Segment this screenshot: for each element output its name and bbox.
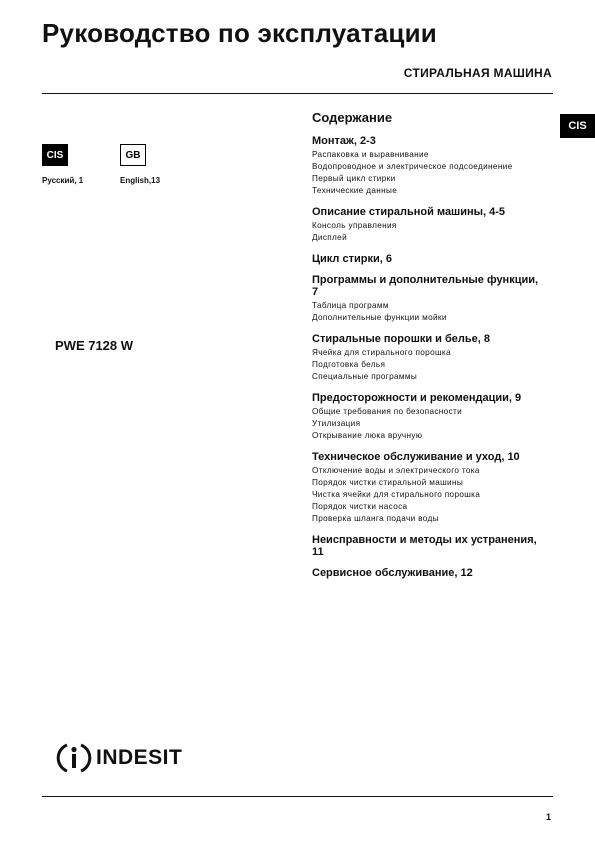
toc-section-title[interactable]: Стиральные порошки и белье, 8	[312, 333, 491, 345]
toc-item[interactable]: Таблица программ	[312, 301, 389, 310]
toc-section	[312, 253, 557, 265]
toc-section	[312, 135, 557, 197]
table-of-contents	[312, 110, 557, 588]
toc-item[interactable]: Первый цикл стирки	[312, 174, 396, 183]
toc-section-title[interactable]: Предосторожности и рекомендации, 9	[312, 392, 522, 404]
toc-item[interactable]: Водопроводное и электрическое подсоединение	[312, 162, 513, 171]
toc-section-title[interactable]: Монтаж, 2-3	[312, 135, 376, 147]
bottom-divider	[42, 796, 553, 797]
toc-item[interactable]: Общие требования по безопасности	[312, 407, 463, 416]
toc-section	[312, 206, 557, 244]
toc-section-title[interactable]: Техническое обслуживание и уход, 10	[312, 451, 520, 463]
toc-section-title[interactable]: Цикл стирки, 6	[312, 253, 392, 265]
language-label-gb: English,13	[120, 176, 161, 185]
toc-item[interactable]: Ячейка для стирального порошка	[312, 348, 451, 357]
toc-item[interactable]: Утилизация	[312, 419, 361, 428]
toc-item[interactable]: Технические данные	[312, 186, 398, 195]
toc-section	[312, 534, 557, 558]
model-number: PWE 7128 W	[55, 338, 134, 353]
toc-section	[312, 274, 557, 324]
toc-item[interactable]: Дисплей	[312, 233, 348, 242]
toc-section-title[interactable]: Сервисное обслуживание, 12	[312, 567, 473, 579]
toc-section	[312, 392, 557, 442]
language-side-tab: CIS	[560, 114, 595, 138]
toc-item[interactable]: Чистка ячейки для стирального порошка	[312, 490, 481, 499]
language-badge-cis[interactable]: CIS	[42, 144, 68, 166]
toc-item[interactable]: Порядок чистки стиральной машины	[312, 478, 464, 487]
toc-item[interactable]: Распаковка и выравнивание	[312, 150, 429, 159]
toc-section-title[interactable]: Описание стиральной машины, 4-5	[312, 206, 506, 218]
toc-sections	[312, 135, 557, 579]
toc-item[interactable]: Подготовка белья	[312, 360, 386, 369]
toc-item[interactable]: Порядок чистки насоса	[312, 502, 408, 511]
document-subtitle: СТИРАЛЬНАЯ МАШИНА	[403, 66, 552, 80]
toc-item[interactable]: Проверка шланга подачи воды	[312, 514, 439, 523]
toc-item[interactable]: Специальные программы	[312, 372, 418, 381]
toc-item[interactable]: Дополнительные функции мойки	[312, 313, 447, 322]
page-number: 1	[545, 812, 551, 822]
toc-heading: Содержание	[312, 110, 393, 125]
brand-logo	[56, 740, 182, 776]
language-label-cis: Русский, 1	[42, 176, 84, 185]
toc-section	[312, 567, 557, 579]
toc-item[interactable]: Отключение воды и электрического тока	[312, 466, 480, 475]
toc-item[interactable]: Открывание люка вручную	[312, 431, 423, 440]
toc-section-title[interactable]: Программы и дополнительные функции, 7	[312, 274, 539, 298]
indesit-logo-icon	[56, 740, 92, 776]
document-title: Руководство по эксплуатации	[42, 18, 437, 48]
toc-item[interactable]: Консоль управления	[312, 221, 397, 230]
brand-name: INDESIT	[96, 746, 183, 769]
toc-section	[312, 451, 557, 525]
top-divider	[42, 93, 553, 94]
toc-section	[312, 333, 557, 383]
language-badge-gb[interactable]: GB	[120, 144, 146, 166]
toc-section-title[interactable]: Неисправности и методы их устранения, 11	[312, 534, 537, 558]
